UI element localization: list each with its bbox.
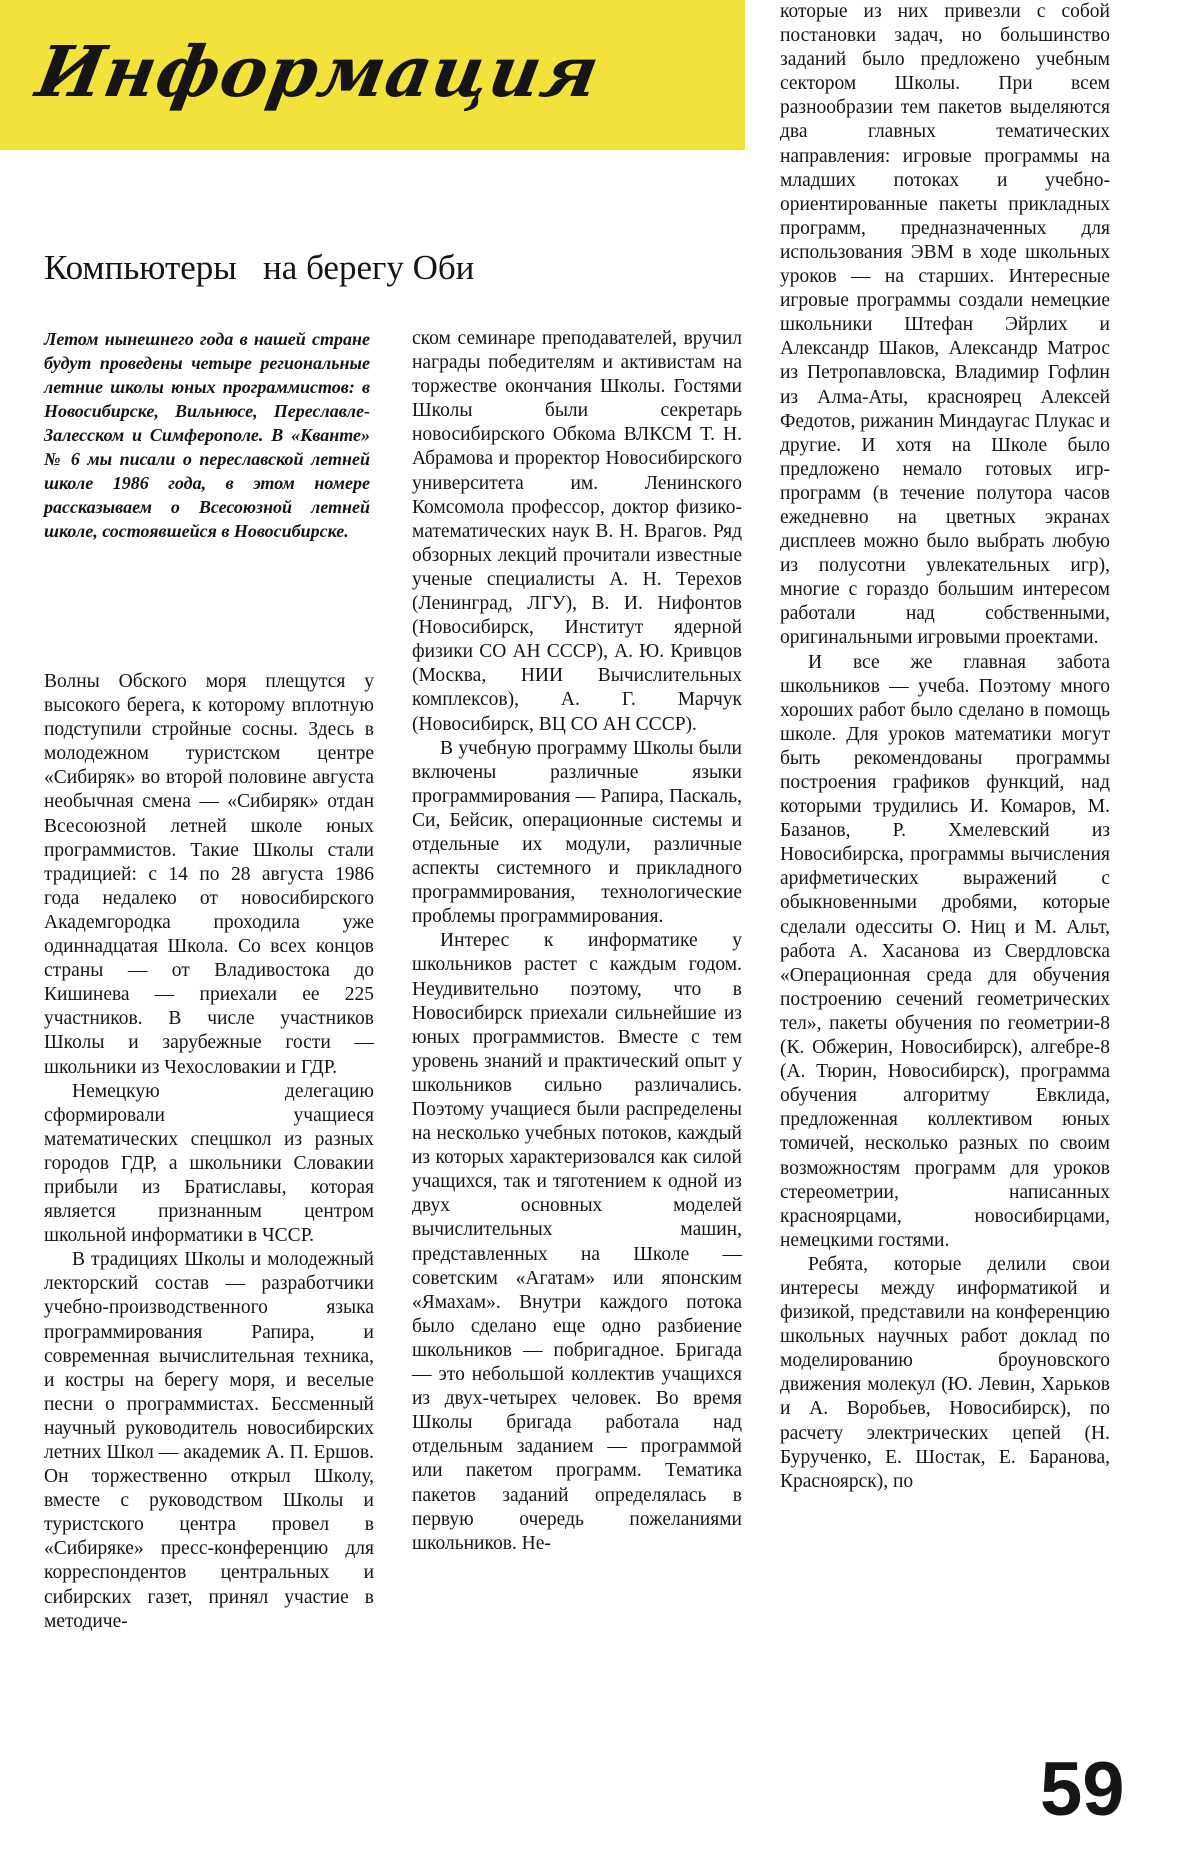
page-number: 59 [1040,1747,1125,1832]
article-lead: Летом нынешнего года в нашей стране будут проведены четыре региональные летние школы юных программистов: в Новосибирске, Вильнюсе, Переславле-Залесском и Симферополе. В «Кванте» № 6 мы писали о переславской летней школе 1986 года, в этом номере рассказываем о Всесоюзной летней школе, состоявшейся в Новосибирске. [44,329,370,541]
paragraph: ском семинаре преподавателей, вручил награды победителям и активистам на торжестве окончания Школы. Гостями Школы были секретарь новосибирского Обкома ВЛКСМ Т. Н. Абрамова и проректор Новосибирского университета им. Ленинского Комсомола профессор, доктор физико-математических наук В. Н. Врагов. Ряд обзорных лекций прочитали известные ученые специалисты А. Н. Терехов (Ленинград, ЛГУ), В. И. Нифонтов (Новосибирск, Институт ядерной физики СО АН СССР), А. Ю. Кривцов (Москва, НИИ Вычислительных комплексов), А. Г. Марчук (Новосибирск, ВЦ СО АН СССР). [412,328,742,735]
paragraph: И все же главная забота школьников — учеба. Поэтому много хороших работ было сделано в помощь школе. Для уроков математики могут быть рекомендованы программы построения графиков функций, над которыми трудились И. Комаров, М. Базанов, Р. Хмелевский из Новосибирска, программы вычисления арифметических выражений с обыкновенными дробями, которые сделали одесситы О. Ниц и М. Альт, работа А. Хасанова из Свердловска «Операционная среда для обучения построению сечений геометрических тел», пакеты обучения по геометрии-8 (К. Обжерин, Новосибирск), алгебре-8 (А. Тюрин, Новосибирск), программа обучения алгоритму Евклида, предложенная коллективом юных томичей, несколько разных по своим возможностям программ для уроков стереометрии, написанных красноярцами, новосибирцами, немецкими гостями. [780,651,1110,1251]
text-column-1 [44,670,374,1634]
paragraph: Интерес к информатике у школьников растет с каждым годом. Неудивительно поэтому, что в Новосибирск приехали сильнейшие из юных программистов. Вместе с тем уровень знаний и практический опыт у школьников сильно различались. Поэтому учащиеся были распределены на несколько учебных потоков, каждый из которых характеризовался как силой учащихся, так и тяготением к одной из двух основных моделей вычислительных машин, представленных на Школе — советским «Агатам» или японским «Ямахам». Внутри каждого потока было сделано еще одно разбиение школьников — побригадное. Бригада — это небольшой коллектив учащихся из двух-четырех человек. Во время Школы бригада работала над отдельным заданием — программой или пакетом программ. Тематика пакетов заданий определялась в первую очередь пожеланиями школьников. Не- [412,930,742,1554]
paragraph: Ребята, которые делили свои интересы между информатикой и физикой, представили на конференцию школьных научных работ доклад по моделированию броуновского движения молекул (Ю. Левин, Харьков и А. Воробьев, Новосибирск), по расчету электрических цепей (Н. Бурученко, Е. Шостак, Е. Баранова, Красноярск), по [780,1253,1110,1492]
paragraph: Немецкую делегацию сформировали учащиеся математических спецшкол из разных городов ГДР, а школьники Словакии прибыли из Братиславы, которая является признанным центром школьной информатики в ЧССР. [44,1080,374,1247]
paragraph: Волны Обского моря плещутся у высокого берега, к которому вплотную подступили стройные сосны. Здесь в молодежном туристском центре «Сибиряк» во второй половине августа необычная смена — «Сибиряк» отдан Всесоюзной летней школе юных программистов. Такие Школы стали традицией: с 14 по 28 августа 1986 года недалеко от новосибирского Академгородка проходила уже одиннадцатая Школа. Со всех концов страны — от Владивостока до Кишинева — приехали ее 225 участников. В числе участников Школы и зарубежные гости — школьники из Чехословакии и ГДР. [44,671,374,1078]
section-banner [0,0,745,150]
text-column-3 [780,0,1110,1494]
paragraph: которые из них привезли с собой постановки задач, но большинство заданий было предложено учебным сектором Школы. При всем разнообразии тем пакетов выделяются два главных тематических направления: игровые программы на младших потоках и учебно-ориентированные пакеты прикладных программ, предназначенных для использования ЭВМ в ходе школьных уроков — на старших. Интересные игровые программы создали немецкие школьники Штефан Эйрлих и Александр Шаков, Александр Матрос из Петропавловска, Владимир Гофлин из Алма-Аты, красноярец Алексей Федотов, рижанин Миндаугас Плукас и другие. И хотя на Школе было предложено немало готовых игр-программ (в течение полутора часов ежедневно на цветных экранах дисплеев можно было выбрать любую из полусотни увлекательных игр), многие с гораздо большим интересом работали над собственными, оригинальными игровыми проектами. [780,1,1110,649]
section-title: Информация [30,30,606,113]
text-column-2 [412,327,742,1556]
paragraph: В традициях Школы и молодежный лекторский состав — разработчики учебно-производственного языка программирования Рапира, и современная вычислительная техника, и костры на берегу моря, и веселые песни о программистах. Бессменный научный руководитель новосибирских летних Школ — академик А. П. Ершов. Он торжественно открыл Школу, вместе с руководством Школы и туристского центра провел в «Сибиряке» пресс-конференцию для корреспондентов центральных и сибирских газет, принял участие в методиче- [44,1249,374,1632]
paragraph: В учебную программу Школы были включены различные языки программирования — Рапира, Паскаль, Си, Бейсик, операционные системы и отдельные их модули, различные аспекты системного и прикладного программирования, технологические проблемы программирования. [412,737,742,928]
article-title: Компьютеры на берегу Оби [44,248,475,287]
